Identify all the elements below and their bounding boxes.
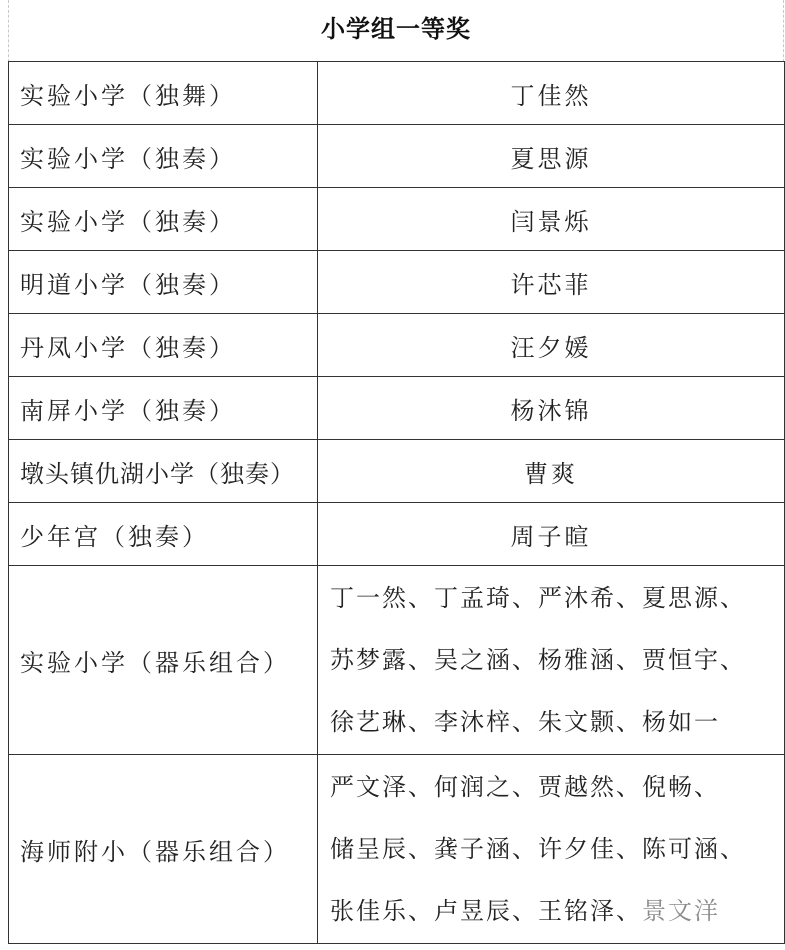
school-cell: 墩头镇仇湖小学（独奏） bbox=[9, 440, 318, 503]
school-cell: 少年宫（独奏） bbox=[9, 503, 318, 566]
winners-line: 苏梦露、吴之涵、杨雅涵、贾恒宇、 bbox=[330, 646, 746, 674]
award-table bbox=[8, 61, 785, 944]
table-row bbox=[9, 503, 785, 566]
winners-list-cell bbox=[318, 566, 785, 755]
school-cell: 明道小学（独奏） bbox=[9, 251, 318, 314]
school-cell: 实验小学（器乐组合） bbox=[9, 566, 318, 755]
winner-name-faded: 景文洋 bbox=[642, 897, 720, 925]
winners-line: 徐艺琳、李沐梓、朱文颢、杨如一 bbox=[330, 708, 720, 736]
table-row bbox=[9, 62, 785, 125]
winner-cell: 夏思源 bbox=[318, 125, 785, 188]
table-row bbox=[9, 314, 785, 377]
table-row-group bbox=[9, 566, 785, 755]
school-cell: 实验小学（独舞） bbox=[9, 62, 318, 125]
school-cell: 实验小学（独奏） bbox=[9, 125, 318, 188]
school-cell: 海师附小（器乐组合） bbox=[9, 755, 318, 944]
winners-line: 储呈辰、龚子涵、许夕佳、陈可涵、 bbox=[330, 835, 746, 863]
winner-cell: 周子暄 bbox=[318, 503, 785, 566]
title-band bbox=[8, 0, 784, 62]
table-row bbox=[9, 251, 785, 314]
school-cell: 丹凤小学（独奏） bbox=[9, 314, 318, 377]
winner-cell: 曹爽 bbox=[318, 440, 785, 503]
school-cell: 南屏小学（独奏） bbox=[9, 377, 318, 440]
school-cell: 实验小学（独奏） bbox=[9, 188, 318, 251]
table-row bbox=[9, 377, 785, 440]
winner-cell: 许芯菲 bbox=[318, 251, 785, 314]
winner-cell: 丁佳然 bbox=[318, 62, 785, 125]
table-row bbox=[9, 440, 785, 503]
winners-line: 丁一然、丁孟琦、严沐希、夏思源、 bbox=[330, 584, 746, 612]
winners-text: 张佳乐、卢昱辰、王铭泽、 bbox=[330, 897, 642, 925]
table-row bbox=[9, 125, 785, 188]
winners-line: 严文泽、何润之、贾越然、倪畅、 bbox=[330, 773, 720, 801]
page-title: 小学组一等奖 bbox=[321, 15, 471, 43]
table-row-group bbox=[9, 755, 785, 944]
winners-line-last bbox=[330, 880, 780, 942]
table-row bbox=[9, 188, 785, 251]
winner-cell: 杨沐锦 bbox=[318, 377, 785, 440]
winners-list-cell bbox=[318, 755, 785, 944]
winner-cell: 闫景烁 bbox=[318, 188, 785, 251]
winner-cell: 汪夕媛 bbox=[318, 314, 785, 377]
